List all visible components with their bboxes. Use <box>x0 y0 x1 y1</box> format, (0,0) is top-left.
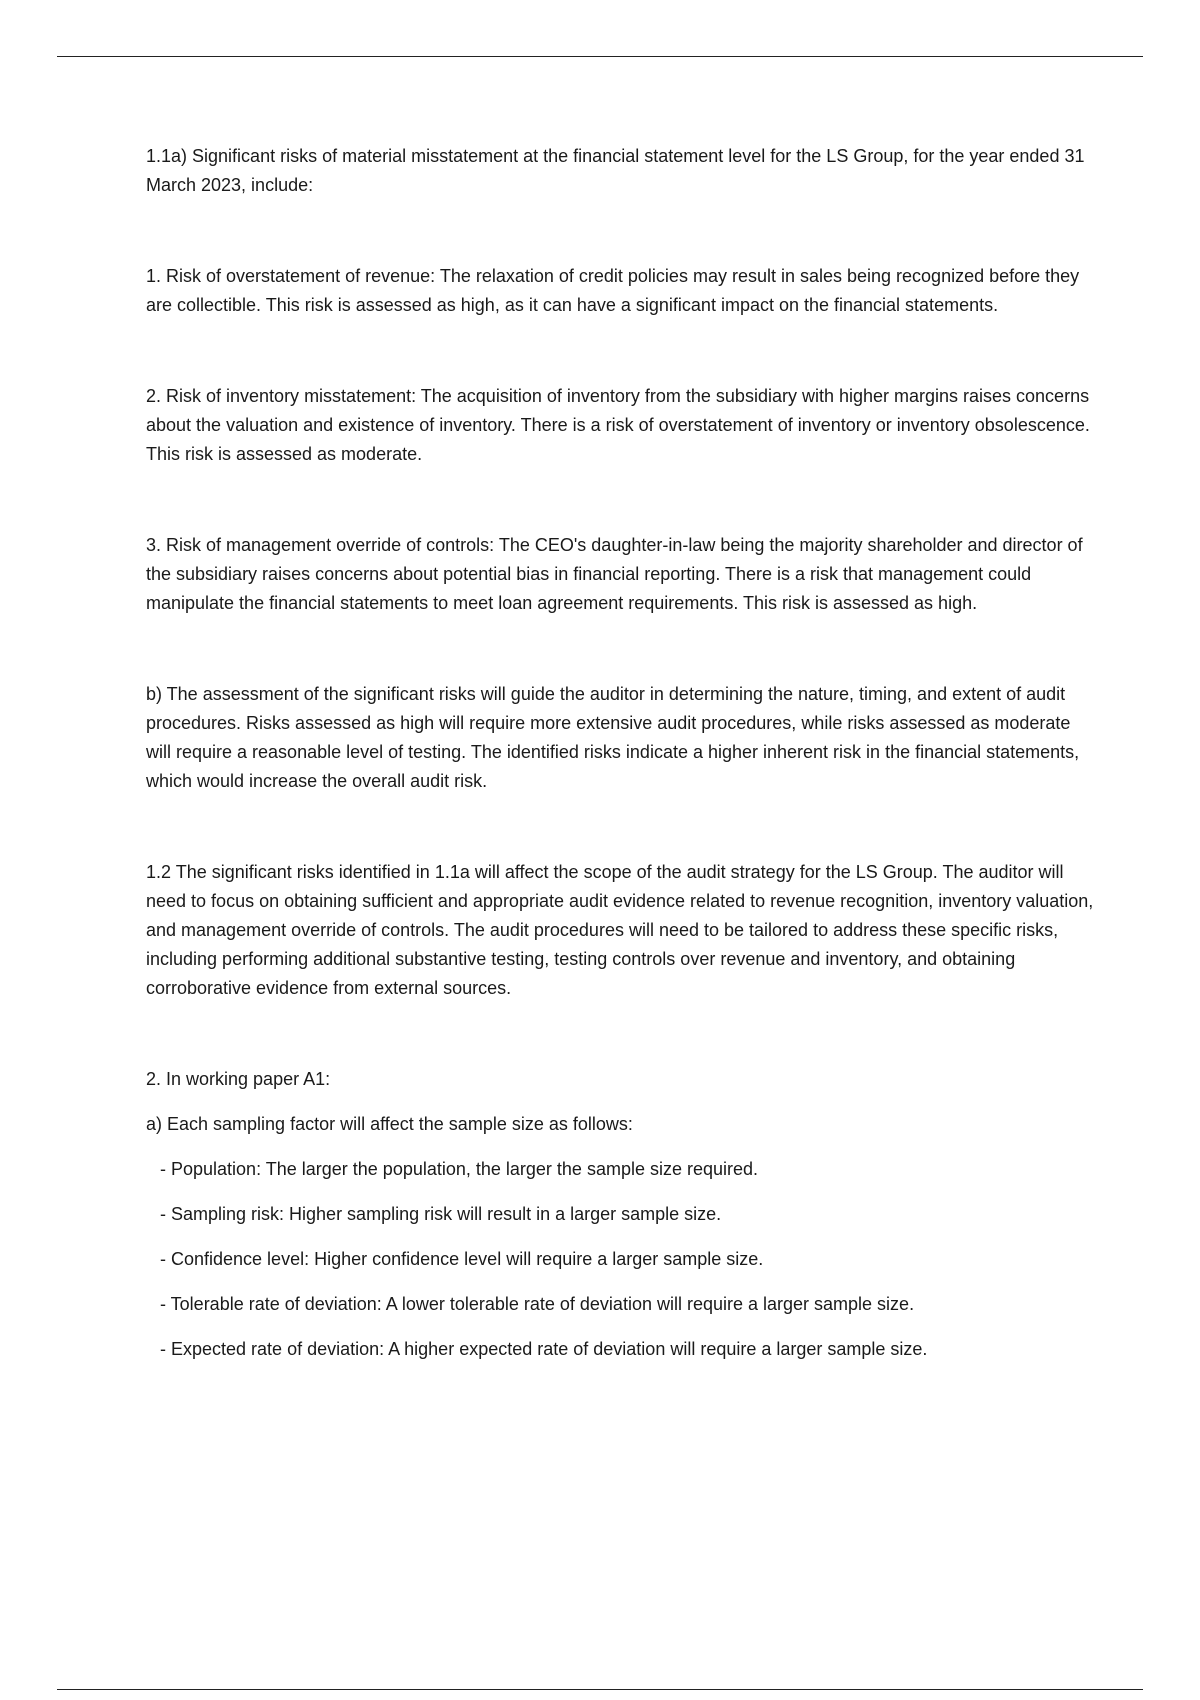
section-1-2-paragraph: 1.2 The significant risks identified in 1.1a will affect the scope of the audit strategy for the LS Group. The auditor will need to focus on obtaining sufficient and appropriate audit evidence related to revenue recognition, inventory valuation, and management override of controls. The audit procedures will need to be tailored to address these specific risks, including performing additional substantive testing, testing controls over revenue and inventory, and obtaining corroborative evidence from external sources. <box>146 862 1094 998</box>
factor-sampling-risk: - Sampling risk: Higher sampling risk will result in a larger sample size. <box>160 1204 722 1224</box>
section-2-subheading: a) Each sampling factor will affect the sample size as follows: <box>146 1114 633 1134</box>
footer-rule <box>57 1689 1143 1690</box>
header-rule <box>57 56 1143 57</box>
intro-paragraph: 1.1a) Significant risks of material misstatement at the financial statement level for the LS Group, for the year ended 31 March 2023, include: <box>146 146 1085 195</box>
risk-item-revenue: 1. Risk of overstatement of revenue: The relaxation of credit policies may result in sales being recognized before they are collectible. This risk is assessed as high, as it can have a significant impact on the financial statements. <box>146 266 1080 315</box>
risk-item-inventory: 2. Risk of inventory misstatement: The acquisition of inventory from the subsidiary with higher margins raises concerns about the valuation and existence of inventory. There is a risk of overstatement of inventory or inventory obsolescence. This risk is assessed as moderate. <box>146 386 1090 464</box>
factor-expected-rate: - Expected rate of deviation: A higher expected rate of deviation will require a larger sample size. <box>160 1339 928 1359</box>
factor-tolerable-rate: - Tolerable rate of deviation: A lower tolerable rate of deviation will require a larger sample size. <box>160 1294 915 1314</box>
factor-population: - Population: The larger the population, the larger the sample size required. <box>160 1159 759 1179</box>
document-body <box>146 142 1096 1364</box>
factor-confidence-level: - Confidence level: Higher confidence level will require a larger sample size. <box>160 1249 764 1269</box>
risk-item-management-override: 3. Risk of management override of controls: The CEO's daughter-in-law being the majority shareholder and director of the subsidiary raises concerns about potential bias in financial reporting. There is a risk that management could manipulate the financial statements to meet loan agreement requirements. This risk is assessed as high. <box>146 535 1083 613</box>
part-b-paragraph: b) The assessment of the significant risks will guide the auditor in determining the nature, timing, and extent of audit procedures. Risks assessed as high will require more extensive audit procedures, while risks assessed as moderate will require a reasonable level of testing. The identified risks indicate a higher inherent risk in the financial statements, which would increase the overall audit risk. <box>146 684 1080 791</box>
section-2-heading: 2. In working paper A1: <box>146 1069 331 1089</box>
